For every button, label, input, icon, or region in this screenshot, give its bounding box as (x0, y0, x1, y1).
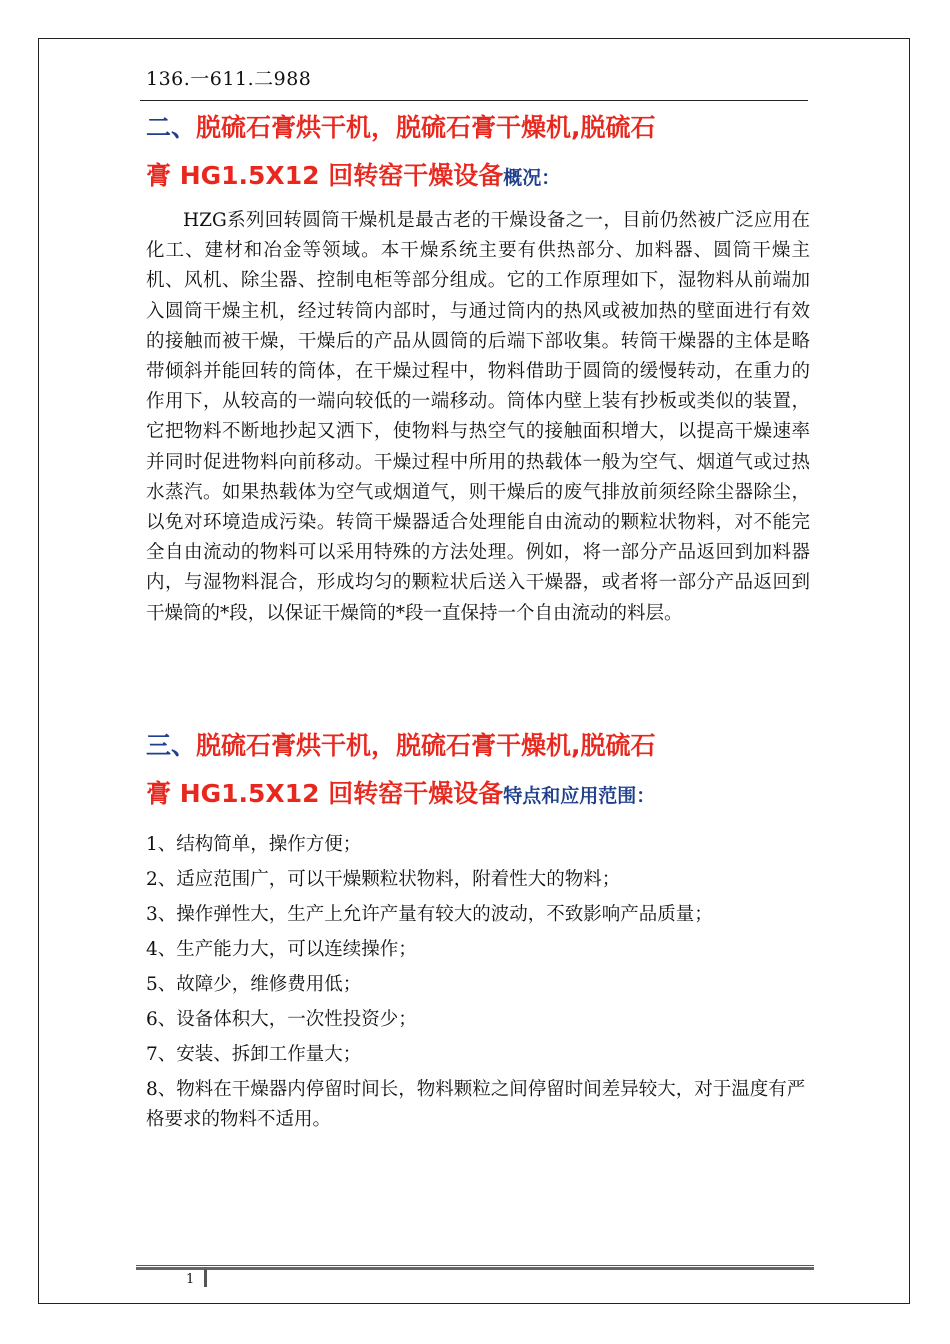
list-item: 2、适应范围广，可以干燥颗粒状物料，附着性大的物料； (146, 869, 621, 890)
list-item: 6、设备体积大，一次性投资少； (146, 1009, 417, 1030)
page-number: 1 (186, 1272, 195, 1287)
section-three-title-line1: 脱硫石膏烘干机，脱硫石膏干燥机,脱硫石 (196, 731, 656, 760)
section-two-title-line2: 膏 HG1.5X12 回转窑干燥设备 (146, 161, 504, 190)
list-item: 7、安装、拆卸工作量大； (146, 1044, 362, 1065)
header-phone: 136.一611.二988 (146, 68, 312, 90)
list-item: 1、结构简单，操作方便； (146, 834, 362, 855)
section-three-suffix: 特点和应用范围： (503, 785, 656, 807)
header-divider (140, 100, 808, 101)
overview-paragraph: HZG系列回转圆筒干燥机是最古老的干燥设备之一，目前仍然被广泛应用在化工、建材和冶金等领域。本干燥系统主要有供热部分、加料器、圆筒干燥主机、风机、除尘器、控制电柜等部分组成。它的工作原理如下，湿物料从前端加入圆筒干燥主机，经过转筒内部时，与通过筒内的热风或被加热的壁面进行有效的接触而被干燥，干燥后的产品从圆筒的后端下部收集。转筒干燥器的主体是略带倾斜并能回转的筒体，在干燥过程中，物料借助于圆筒的缓慢转动，在重力的作用下，从较高的一端向较低的一端移动。筒体内壁上装有抄板或类似的装置，它把物料不断地抄起又洒下，使物料与热空气的接触面积增大，以提高干燥速率并同时促进物料向前移动。干燥过程中所用的热载体一般为空气、烟道气或过热水蒸汽。如果热载体为空气或烟道气，则干燥后的废气排放前须经除尘器除尘，以免对环境造成污染。转筒干燥器适合处理能自由流动的颗粒状物料，对不能完全自由流动的物料可以采用特殊的方法处理。例如，将一部分产品返回到加料器内，与湿物料混合，形成均匀的颗粒状后送入干燥器，或者将一部分产品返回到干燥筒的*段，以保证干燥筒的*段一直保持一个自由流动的料层。 (146, 210, 810, 624)
feature-list (146, 830, 810, 1140)
section-two-heading (146, 104, 810, 202)
section-three-title-line2: 膏 HG1.5X12 回转窑干燥设备 (146, 779, 504, 808)
section-two-title-line1: 脱硫石膏烘干机，脱硫石膏干燥机,脱硫石 (196, 113, 656, 142)
page-number-separator (204, 1269, 207, 1287)
list-item: 3、操作弹性大，生产上允许产量有较大的波动，不致影响产品质量； (146, 904, 713, 925)
footer-divider-thick (136, 1267, 814, 1270)
section-two-number: 二、 (146, 113, 197, 142)
footer-divider-thin (136, 1265, 814, 1266)
list-item: 5、故障少，维修费用低； (146, 974, 362, 995)
section-two-suffix: 概况： (503, 167, 561, 189)
section-three-heading (146, 722, 810, 820)
list-item: 8、物料在干燥器内停留时间长，物料颗粒之间停留时间差异较大，对于温度有严格要求的物料不适用。 (146, 1079, 806, 1130)
section-three-number: 三、 (146, 731, 197, 760)
list-item: 4、生产能力大，可以连续操作； (146, 939, 417, 960)
